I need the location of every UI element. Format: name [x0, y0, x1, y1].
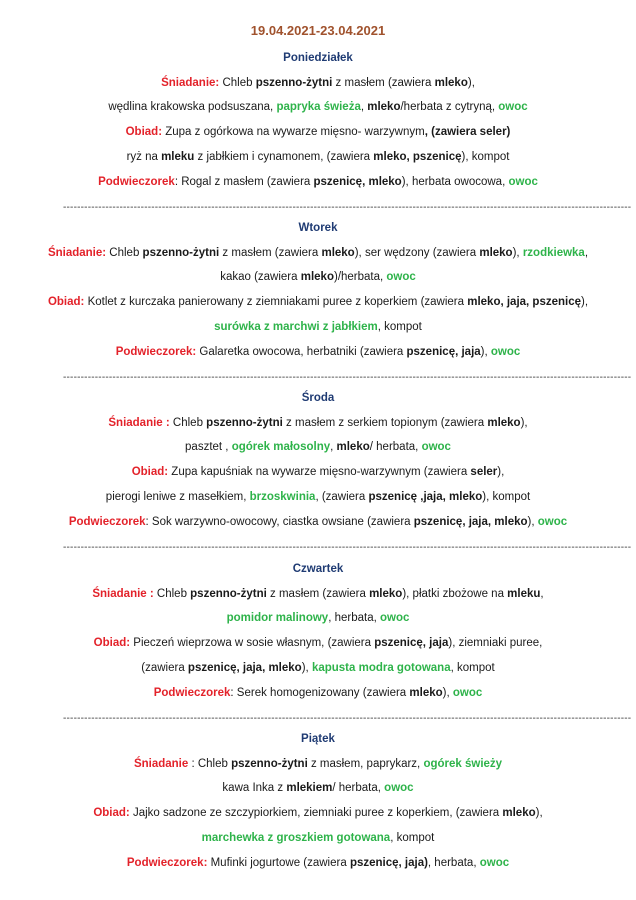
allergen-text: mleko, pszenicę: [373, 151, 462, 163]
lunch-line-2: [0, 149, 636, 165]
menu-text: , kompot: [450, 662, 495, 674]
allergen-text: pszenicę, jaja): [349, 857, 428, 869]
lunch-line: [0, 124, 636, 140]
produce-item: owoc: [380, 612, 410, 624]
lunch-line-2: [0, 319, 636, 335]
menu-text: Chleb: [106, 247, 143, 259]
produce-item: owoc: [537, 516, 568, 528]
menu-text: Chleb: [169, 417, 207, 429]
allergen-text: pszenicę, jaja: [374, 637, 449, 649]
menu-text: : Serek homogenizowany (zawiera: [230, 687, 410, 699]
allergen-text: mleko: [369, 588, 403, 600]
produce-item: brzoskwinia: [249, 491, 316, 503]
produce-item: ogórek świeży: [423, 758, 503, 770]
menu-text: z jabłkiem i cynamonem, (zawiera: [194, 151, 374, 163]
menu-text: z masłem (zawiera: [332, 77, 435, 89]
menu-text: ), kompot: [461, 151, 510, 163]
allergen-text: pszenicę, mleko: [313, 176, 402, 188]
menu-text: pasztet ,: [185, 441, 232, 453]
produce-item: owoc: [490, 346, 521, 358]
day-heading: Wtorek: [298, 222, 338, 234]
menu-text: Galaretka owocowa, herbatniki (zawiera: [196, 346, 407, 358]
lunch-line: [0, 464, 636, 480]
allergen-text: pszenno-żytni: [206, 417, 283, 429]
produce-item: rzodkiewka: [522, 247, 585, 259]
menu-text: / herbata,: [332, 782, 385, 794]
menu-text: ),: [512, 247, 523, 259]
menu-text: ),: [527, 516, 538, 528]
menu-text: )/herbata,: [333, 271, 387, 283]
allergen-text: mleko: [502, 807, 536, 819]
meal-label: Śniadanie :: [92, 588, 154, 600]
produce-item: ogórek małosolny: [231, 441, 331, 453]
lunch-line-2: [0, 830, 636, 846]
day-heading: Poniedziałek: [283, 52, 353, 64]
menu-text: ), ser wędzony (zawiera: [354, 247, 480, 259]
menu-text: ), herbata owocowa,: [401, 176, 509, 188]
meal-label: Śniadanie:: [47, 247, 107, 259]
section-divider: -----------------------------------------------------------------------------------------------------------------------------------------------------------------: [63, 372, 632, 383]
menu-text: ),: [301, 662, 312, 674]
menu-text: ),: [520, 417, 528, 429]
menu-text: ), kompot: [482, 491, 531, 503]
menu-text: z masłem (zawiera: [219, 247, 322, 259]
menu-text: Zupa z ogórkowa na wywarze mięsno- warzywnym: [162, 126, 425, 138]
allergen-text: mleko, jaja, pszenicę: [467, 296, 582, 308]
allergen-text: mleko: [336, 441, 370, 453]
menu-text: Mufinki jogurtowe (zawiera: [207, 857, 350, 869]
menu-text: : Chleb: [188, 758, 232, 770]
day-heading: Czwartek: [292, 563, 344, 575]
produce-item: surówka z marchwi z jabłkiem: [214, 321, 378, 333]
allergen-text: mleko: [300, 271, 334, 283]
menu-text: z masłem z serkiem topionym (zawiera: [282, 417, 488, 429]
snack-line: [0, 344, 636, 360]
menu-text: kawa Inka z: [222, 782, 287, 794]
day-heading: Środa: [301, 392, 335, 404]
lunch-line: [0, 635, 636, 651]
menu-text: / herbata,: [369, 441, 422, 453]
lunch-line: [0, 294, 636, 310]
menu-text: ),: [467, 77, 475, 89]
allergen-text: mleku: [507, 588, 541, 600]
meal-label: Obiad:: [125, 126, 163, 138]
allergen-text: mleku: [161, 151, 195, 163]
allergen-text: mleko: [487, 417, 521, 429]
meal-label: Śniadanie: [133, 758, 189, 770]
allergen-text: mleko: [321, 247, 355, 259]
breakfast-line: [0, 245, 636, 261]
meal-label: Podwieczorek:: [126, 857, 208, 869]
menu-text: ,: [330, 441, 337, 453]
menu-text: Kotlet z kurczaka panierowany z ziemniakami puree z koperkiem (zawiera: [84, 296, 468, 308]
menu-text: ), ziemniaki puree,: [448, 637, 543, 649]
produce-item: pomidor malinowy: [226, 612, 329, 624]
menu-text: ),: [581, 296, 589, 308]
menu-text: , herbata,: [427, 857, 480, 869]
menu-text: ,: [584, 247, 589, 259]
menu-text: , kompot: [377, 321, 422, 333]
produce-item: owoc: [508, 176, 538, 188]
section-divider: -----------------------------------------------------------------------------------------------------------------------------------------------------------------: [63, 713, 632, 724]
menu-text: , kompot: [390, 832, 435, 844]
meal-label: Obiad:: [47, 296, 85, 308]
snack-line: [0, 685, 636, 701]
breakfast-line-2: [0, 99, 636, 115]
lunch-line-2: [0, 660, 636, 676]
menu-text: z masłem (zawiera: [266, 588, 370, 600]
section-divider: -----------------------------------------------------------------------------------------------------------------------------------------------------------------: [63, 202, 632, 213]
produce-item: kapusta modra gotowana: [311, 662, 451, 674]
breakfast-line: [0, 586, 636, 602]
allergen-text: mleko: [367, 101, 401, 113]
allergen-text: mleko: [434, 77, 468, 89]
menu-text: ), płatki zbożowe na: [402, 588, 508, 600]
menu-text: ,: [360, 101, 368, 113]
lunch-line: [0, 805, 636, 821]
day-heading: Piątek: [301, 733, 335, 745]
breakfast-line: [0, 756, 636, 772]
menu-text: /herbata z cytryną,: [400, 101, 499, 113]
menu-text: pierogi leniwe z masełkiem,: [105, 491, 250, 503]
produce-item: papryka świeża: [276, 101, 361, 113]
produce-item: owoc: [498, 101, 528, 113]
menu-text: ryż na: [126, 151, 162, 163]
produce-item: owoc: [384, 782, 414, 794]
allergen-text: pszenno-żytni: [231, 758, 308, 770]
menu-text: ),: [442, 687, 453, 699]
allergen-text: pszenicę, jaja, mleko: [187, 662, 302, 674]
lunch-line-2: [0, 489, 636, 505]
breakfast-line-2: [0, 610, 636, 626]
snack-line: [0, 174, 636, 190]
menu-text: , herbata,: [328, 612, 380, 624]
meal-label: Podwieczorek: [68, 516, 146, 528]
menu-text: ),: [480, 346, 491, 358]
meal-label: Obiad:: [131, 466, 169, 478]
meal-label: Śniadanie:: [161, 77, 220, 89]
allergen-text: pszenicę ,jaja, mleko: [368, 491, 483, 503]
produce-item: owoc: [452, 687, 483, 699]
menu-text: ),: [497, 466, 505, 478]
menu-text: wędlina krakowska podsuszana,: [108, 101, 277, 113]
breakfast-line: [0, 415, 636, 431]
meal-label: Śniadanie :: [108, 417, 170, 429]
meal-label: Podwieczorek: [98, 176, 175, 188]
allergen-text: mleko: [409, 687, 443, 699]
meal-label: Podwieczorek:: [115, 346, 197, 358]
section-divider: -----------------------------------------------------------------------------------------------------------------------------------------------------------------: [63, 542, 632, 553]
date-range-title: 19.04.2021-23.04.2021: [250, 23, 386, 38]
menu-text: Zupa kapuśniak na wywarze mięsno-warzywnym (zawiera: [168, 466, 471, 478]
allergen-text: pszenno-żytni: [190, 588, 267, 600]
snack-line: [0, 514, 636, 530]
menu-text: Jajko sadzone ze szczypiorkiem, ziemniaki puree z koperkiem, (zawiera: [129, 807, 503, 819]
produce-item: owoc: [421, 441, 451, 453]
breakfast-line-2: [0, 780, 636, 796]
menu-text: kakao (zawiera: [220, 271, 301, 283]
allergen-text: , (zawiera seler): [424, 126, 511, 138]
breakfast-line-2: [0, 439, 636, 455]
menu-text: z masłem, paprykarz,: [307, 758, 424, 770]
menu-text: Chleb: [153, 588, 191, 600]
breakfast-line-2: [0, 269, 636, 285]
menu-text: ,: [540, 588, 544, 600]
allergen-text: pszenno-żytni: [142, 247, 220, 259]
allergen-text: seler: [470, 466, 498, 478]
produce-item: owoc: [386, 271, 416, 283]
menu-text: : Rogal z masłem (zawiera: [174, 176, 314, 188]
allergen-text: mlekiem: [286, 782, 333, 794]
menu-text: : Sok warzywno-owocowy, ciastka owsiane (zawiera: [145, 516, 414, 528]
menu-text: ),: [535, 807, 543, 819]
meal-label: Obiad:: [93, 637, 131, 649]
menu-text: , (zawiera: [315, 491, 369, 503]
snack-line: [0, 855, 636, 871]
menu-text: Chleb: [219, 77, 256, 89]
breakfast-line: [0, 75, 636, 91]
allergen-text: pszenicę, jaja, mleko: [413, 516, 528, 528]
produce-item: owoc: [479, 857, 510, 869]
allergen-text: mleko: [479, 247, 513, 259]
menu-text: (zawiera: [141, 662, 188, 674]
menu-text: Pieczeń wieprzowa w sosie własnym, (zawiera: [130, 637, 375, 649]
meal-label: Podwieczorek: [153, 687, 231, 699]
allergen-text: pszenicę, jaja: [406, 346, 481, 358]
meal-label: Obiad:: [93, 807, 130, 819]
allergen-text: pszenno-żytni: [255, 77, 333, 89]
produce-item: marchewka z groszkiem gotowana: [201, 832, 391, 844]
